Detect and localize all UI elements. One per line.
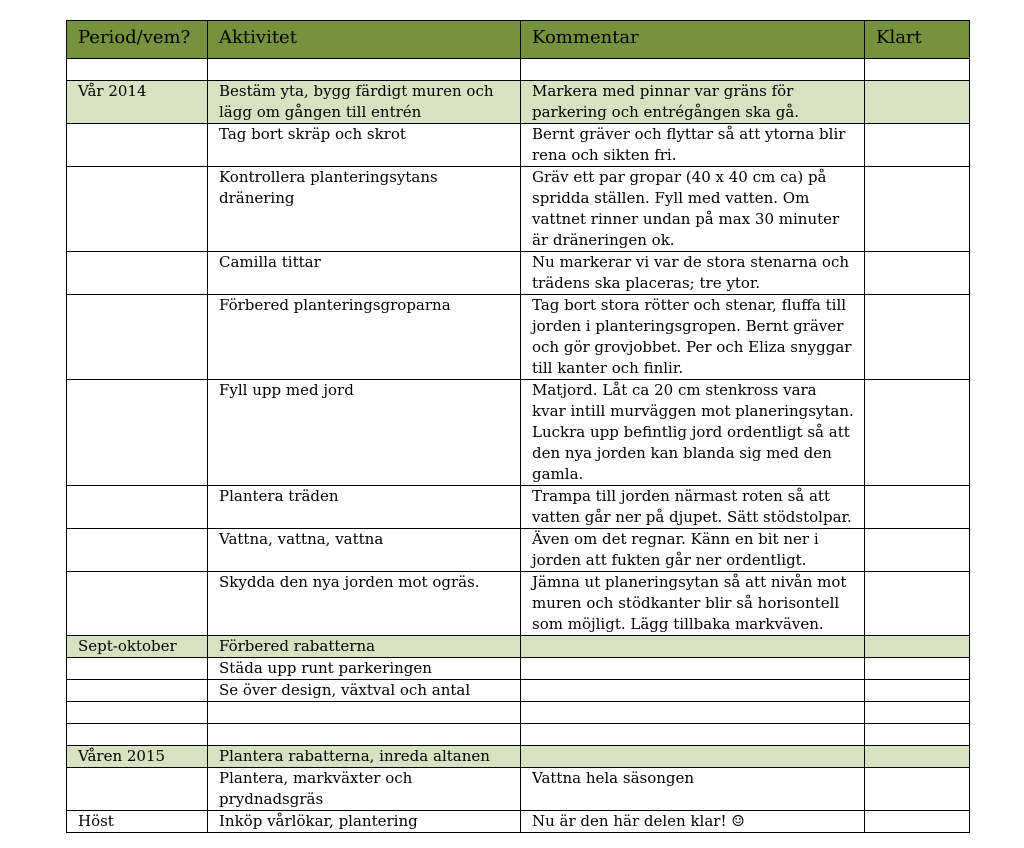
cell-aktivitet: Förbered planteringsgroparna bbox=[208, 295, 521, 380]
cell-period bbox=[67, 486, 208, 529]
table-row bbox=[67, 252, 970, 295]
cell-period bbox=[67, 572, 208, 636]
cell-aktivitet: Städa upp runt parkeringen bbox=[208, 658, 521, 680]
table-row bbox=[67, 811, 970, 833]
table-row bbox=[67, 380, 970, 486]
cell-klart bbox=[865, 81, 970, 124]
cell-klart bbox=[865, 486, 970, 529]
cell-period bbox=[67, 768, 208, 811]
cell-kommentar bbox=[521, 746, 865, 768]
cell-aktivitet: Skydda den nya jorden mot ogräs. bbox=[208, 572, 521, 636]
table-row bbox=[67, 59, 970, 81]
cell-period bbox=[67, 59, 208, 81]
cell-aktivitet: Plantera, markväxter och prydnadsgräs bbox=[208, 768, 521, 811]
table-row bbox=[67, 486, 970, 529]
cell-aktivitet: Tag bort skräp och skrot bbox=[208, 124, 521, 167]
cell-klart bbox=[865, 380, 970, 486]
cell-period bbox=[67, 658, 208, 680]
cell-aktivitet: Plantera rabatterna, inreda altanen bbox=[208, 746, 521, 768]
cell-kommentar: Jämna ut planeringsytan så att nivån mot muren och stödkanter blir så horisontell som möjligt. Lägg tillbaka markväven. bbox=[521, 572, 865, 636]
cell-kommentar: Trampa till jorden närmast roten så att vatten går ner på djupet. Sätt stödstolpar. bbox=[521, 486, 865, 529]
cell-period: Vår 2014 bbox=[67, 81, 208, 124]
cell-period bbox=[67, 167, 208, 252]
cell-kommentar: Matjord. Låt ca 20 cm stenkross vara kvar intill murväggen mot planeringsytan. Luckra upp befintlig jord ordentligt så att den nya jorden kan blanda sig med den gamla. bbox=[521, 380, 865, 486]
cell-klart bbox=[865, 702, 970, 724]
cell-klart bbox=[865, 746, 970, 768]
cell-klart bbox=[865, 529, 970, 572]
cell-kommentar: Vattna hela säsongen bbox=[521, 768, 865, 811]
header-period: Period/vem? bbox=[67, 21, 208, 59]
cell-aktivitet bbox=[208, 59, 521, 81]
cell-aktivitet: Bestäm yta, bygg färdigt muren och lägg om gången till entrén bbox=[208, 81, 521, 124]
cell-period bbox=[67, 252, 208, 295]
table-row bbox=[67, 658, 970, 680]
cell-klart bbox=[865, 167, 970, 252]
cell-aktivitet: Se över design, växtval och antal bbox=[208, 680, 521, 702]
cell-period bbox=[67, 680, 208, 702]
table-row bbox=[67, 124, 970, 167]
cell-klart bbox=[865, 680, 970, 702]
table-row bbox=[67, 636, 970, 658]
cell-klart bbox=[865, 768, 970, 811]
cell-aktivitet bbox=[208, 724, 521, 746]
header-klart: Klart bbox=[865, 21, 970, 59]
table-row bbox=[67, 529, 970, 572]
cell-kommentar bbox=[521, 680, 865, 702]
cell-aktivitet: Fyll upp med jord bbox=[208, 380, 521, 486]
cell-kommentar: Bernt gräver och flyttar så att ytorna blir rena och sikten fri. bbox=[521, 124, 865, 167]
cell-period: Höst bbox=[67, 811, 208, 833]
cell-aktivitet: Plantera träden bbox=[208, 486, 521, 529]
table-row bbox=[67, 167, 970, 252]
cell-klart bbox=[865, 572, 970, 636]
cell-period bbox=[67, 380, 208, 486]
cell-kommentar bbox=[521, 59, 865, 81]
cell-klart bbox=[865, 124, 970, 167]
cell-kommentar: Nu är den här delen klar! ☺ bbox=[521, 811, 865, 833]
cell-period bbox=[67, 295, 208, 380]
cell-period: Våren 2015 bbox=[67, 746, 208, 768]
cell-kommentar bbox=[521, 702, 865, 724]
table-row bbox=[67, 746, 970, 768]
cell-klart bbox=[865, 252, 970, 295]
table-row bbox=[67, 572, 970, 636]
cell-aktivitet bbox=[208, 702, 521, 724]
table-row bbox=[67, 680, 970, 702]
table-row bbox=[67, 724, 970, 746]
cell-period bbox=[67, 529, 208, 572]
cell-kommentar: Även om det regnar. Känn en bit ner i jorden att fukten går ner ordentligt. bbox=[521, 529, 865, 572]
cell-period bbox=[67, 724, 208, 746]
header-kommentar: Kommentar bbox=[521, 21, 865, 59]
cell-klart bbox=[865, 59, 970, 81]
cell-klart bbox=[865, 811, 970, 833]
planning-table bbox=[66, 20, 970, 833]
cell-kommentar bbox=[521, 724, 865, 746]
cell-klart bbox=[865, 724, 970, 746]
header-aktivitet: Aktivitet bbox=[208, 21, 521, 59]
cell-period bbox=[67, 124, 208, 167]
table-row bbox=[67, 81, 970, 124]
header-row bbox=[67, 21, 970, 59]
cell-kommentar bbox=[521, 636, 865, 658]
cell-kommentar: Tag bort stora rötter och stenar, fluffa till jorden i planteringsgropen. Bernt gräver och gör grovjobbet. Per och Eliza snyggar till kanter och finlir. bbox=[521, 295, 865, 380]
cell-kommentar bbox=[521, 658, 865, 680]
cell-klart bbox=[865, 636, 970, 658]
cell-period: Sept-oktober bbox=[67, 636, 208, 658]
cell-klart bbox=[865, 658, 970, 680]
cell-aktivitet: Inköp vårlökar, plantering bbox=[208, 811, 521, 833]
cell-klart bbox=[865, 295, 970, 380]
cell-kommentar: Gräv ett par gropar (40 x 40 cm ca) på spridda ställen. Fyll med vatten. Om vattnet rinner undan på max 30 minuter är dräneringen ok. bbox=[521, 167, 865, 252]
cell-kommentar: Markera med pinnar var gräns för parkering och entrégången ska gå. bbox=[521, 81, 865, 124]
cell-aktivitet: Kontrollera planteringsytans dränering bbox=[208, 167, 521, 252]
table-row bbox=[67, 702, 970, 724]
cell-aktivitet: Camilla tittar bbox=[208, 252, 521, 295]
table-row bbox=[67, 295, 970, 380]
table-row bbox=[67, 768, 970, 811]
cell-aktivitet: Förbered rabatterna bbox=[208, 636, 521, 658]
cell-kommentar: Nu markerar vi var de stora stenarna och trädens ska placeras; tre ytor. bbox=[521, 252, 865, 295]
cell-aktivitet: Vattna, vattna, vattna bbox=[208, 529, 521, 572]
cell-period bbox=[67, 702, 208, 724]
